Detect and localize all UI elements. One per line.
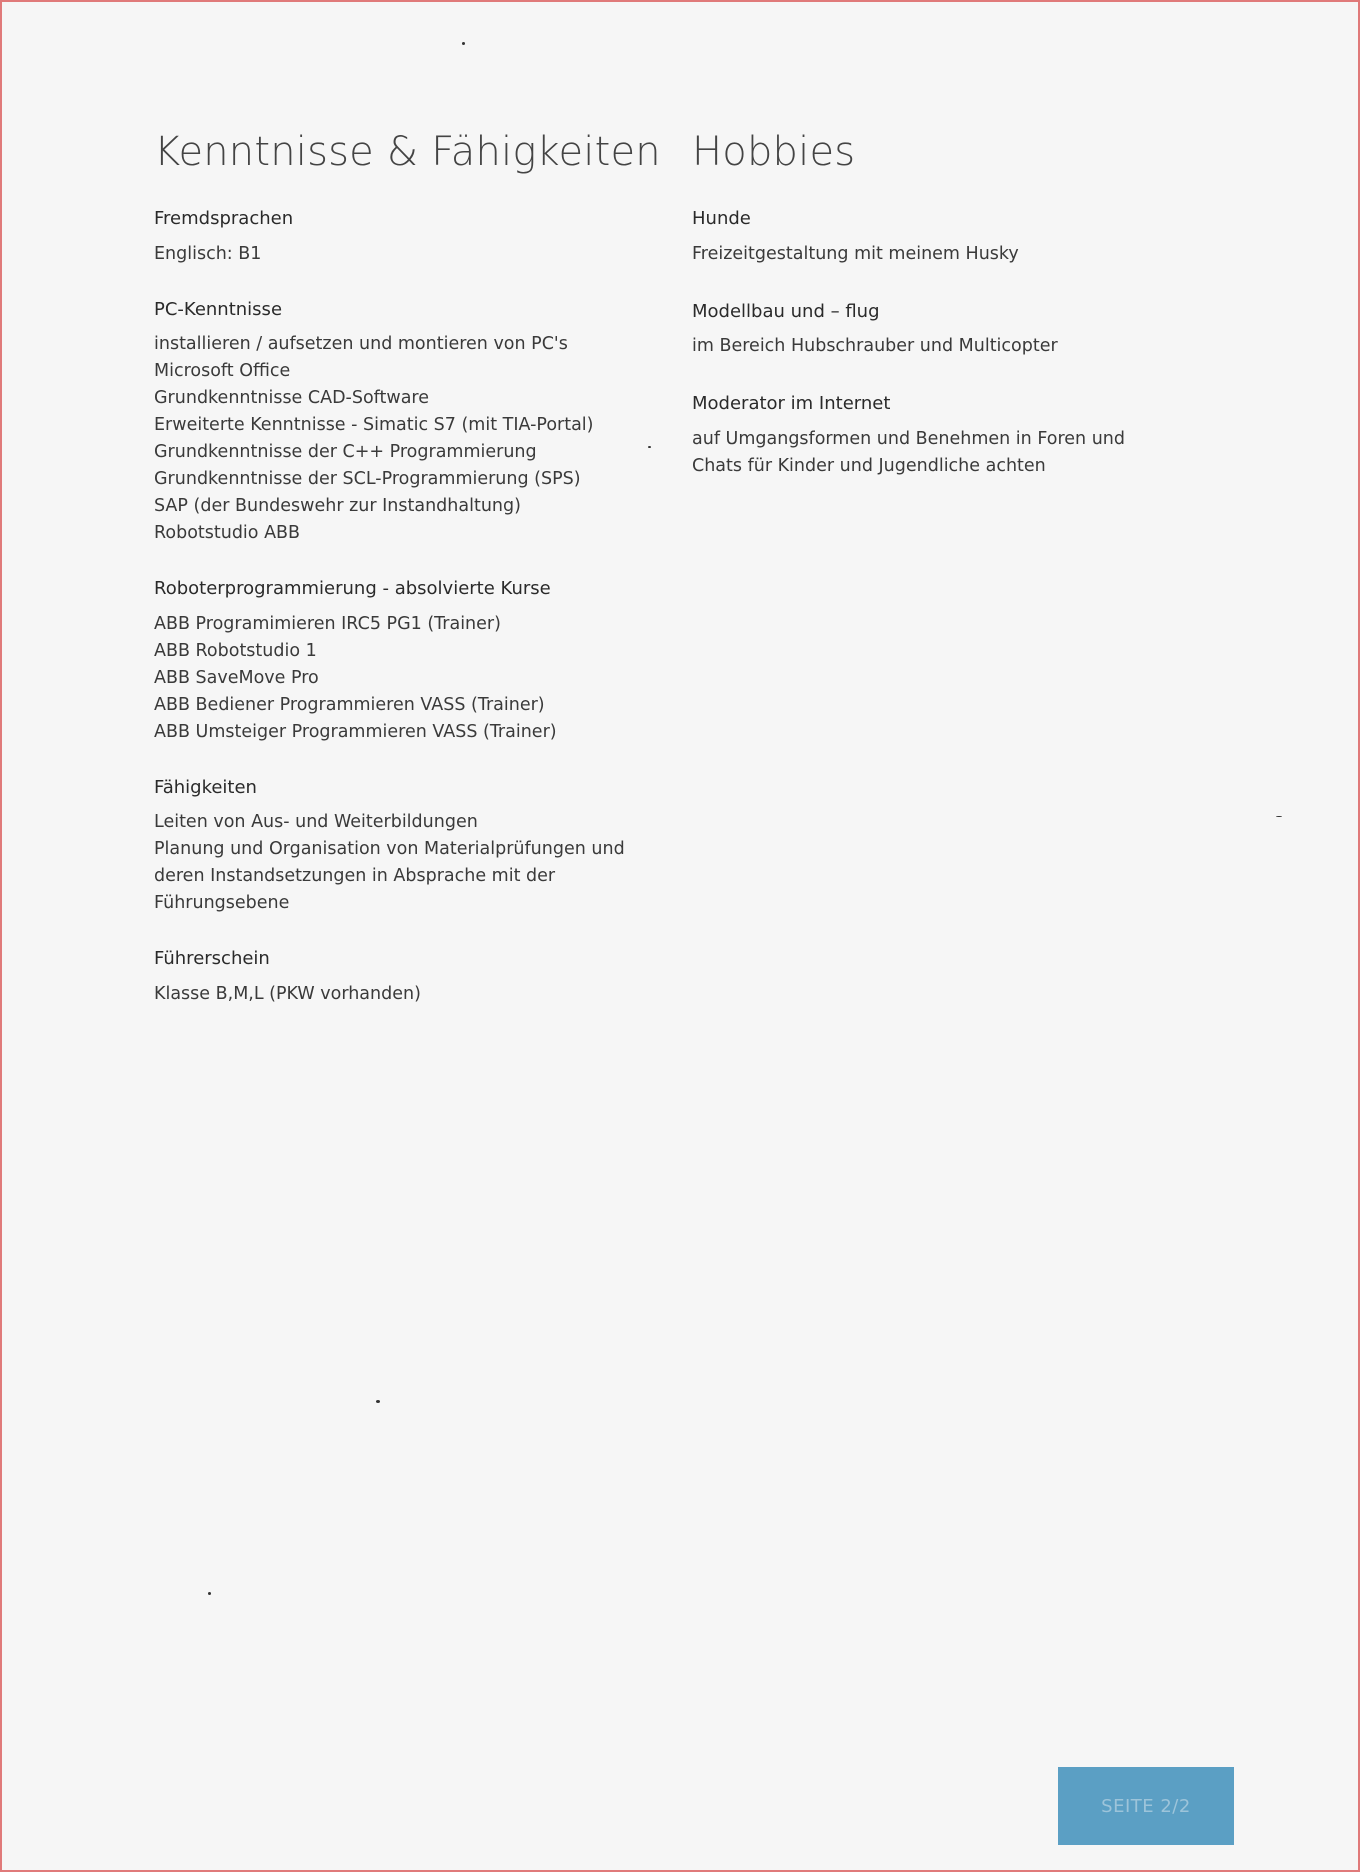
group-lines [154, 241, 674, 268]
group-title: Fremdsprachen [154, 208, 294, 229]
list-item: SAP (der Bundeswehr zur Instandhaltung) [154, 496, 521, 516]
list-item: Klasse B,M,L (PKW vorhanden) [154, 983, 421, 1004]
list-item: auf Umgangsformen und Benehmen in Foren und [692, 428, 1125, 449]
list-item: Englisch: B1 [154, 243, 262, 264]
group-roboterprogrammierung [154, 578, 674, 746]
list-item: deren Instandsetzungen in Absprache mit der [154, 866, 556, 886]
group-title: Modellbau und – flug [692, 300, 880, 322]
scan-speck [648, 446, 651, 448]
group-lines [154, 981, 674, 1008]
list-item: Microsoft Office [154, 361, 291, 381]
list-item: Chats für Kinder und Jugendliche achten [692, 455, 1046, 476]
group-title: Führerschein [154, 948, 270, 969]
list-item: Robotstudio ABB [154, 523, 301, 543]
group-title: PC-Kenntnisse [154, 298, 283, 320]
scan-speck [462, 42, 465, 45]
list-item: ABB Bediener Programmieren VASS (Trainer) [154, 694, 545, 715]
scan-speck [208, 1592, 211, 1595]
list-item: ABB Robotstudio 1 [154, 640, 317, 661]
list-item: installieren / aufsetzen und montieren von PC's [154, 334, 568, 354]
list-item: Erweiterte Kenntnisse - Simatic S7 (mit TIA-Portal) [154, 415, 594, 435]
scan-speck [376, 1400, 380, 1403]
skills-heading: Kenntnisse & Fähigkeiten [154, 129, 661, 175]
hobbies-column [692, 128, 1252, 513]
skills-column [154, 128, 674, 1039]
group-lines [692, 426, 1252, 480]
list-item: Freizeitgestaltung mit meinem Husky [692, 243, 1019, 264]
list-item: im Bereich Hubschrauber und Multicopter [692, 336, 1058, 356]
list-item: Leiten von Aus- und Weiterbildungen [154, 812, 478, 832]
list-item: Grundkenntnisse der C++ Programmierung [154, 442, 537, 462]
list-item: ABB Umsteiger Programmieren VASS (Trainer) [154, 721, 557, 742]
list-item: Führungsebene [154, 893, 290, 913]
group-title: Roboterprogrammierung - absolvierte Kurse [154, 578, 551, 599]
group-pc-kenntnisse [154, 299, 674, 548]
group-moderator [692, 393, 1252, 480]
group-modellbau [692, 301, 1252, 361]
group-fremdsprachen [154, 208, 674, 268]
list-item: ABB SaveMove Pro [154, 667, 319, 688]
hobbies-heading: Hobbies [692, 129, 856, 175]
group-fuehrerschein [154, 948, 674, 1008]
group-lines [154, 611, 674, 746]
group-title: Moderator im Internet [692, 393, 891, 414]
group-lines [692, 333, 1252, 360]
scan-speck [1276, 816, 1282, 817]
group-lines [692, 241, 1252, 268]
page-number-badge: SEITE 2/2 [1058, 1767, 1234, 1845]
list-item: ABB Programimieren IRC5 PG1 (Trainer) [154, 613, 501, 634]
group-lines [154, 809, 674, 917]
group-hunde [692, 208, 1252, 268]
list-item: Grundkenntnisse der SCL-Programmierung (SPS) [154, 469, 581, 489]
list-item: Grundkenntnisse CAD-Software [154, 388, 430, 408]
group-lines [154, 331, 674, 547]
group-title: Fähigkeiten [154, 776, 257, 798]
group-title: Hunde [692, 208, 751, 229]
list-item: Planung und Organisation von Materialprüfungen und [154, 839, 625, 859]
group-faehigkeiten [154, 777, 674, 918]
